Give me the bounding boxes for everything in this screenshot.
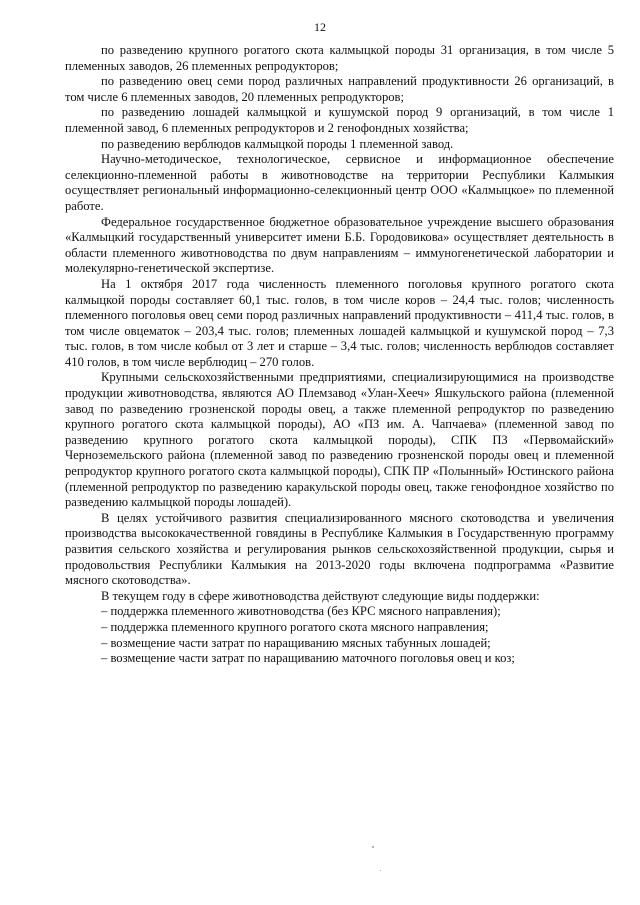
list-item-support-breeding: – поддержка племенного животноводства (без КРС мясного направления); bbox=[101, 604, 501, 619]
document-body bbox=[65, 43, 614, 667]
paragraph-support-intro: В текущем году в сфере животноводства действуют следующие виды поддержки: bbox=[101, 588, 540, 603]
list-item-support-beef-cattle: – поддержка племенного крупного рогатого скота мясного направления; bbox=[101, 619, 489, 634]
paragraph-horse-breeding: по разведению лошадей калмыцкой и кушумской пород 9 организаций, в том числе 1 племенной завод, 6 племенных репродукторов и 2 генофондных хозяйства; bbox=[65, 105, 614, 135]
paragraph-university: Федеральное государственное бюджетное образовательное учреждение высшего образования «Калмыцкий государственный университет имени Б.Б. Городовикова» осуществляет деятельность в области племенного животноводства по двум направлениям – иммуногенетической лаборатории и молекулярно-генетической экспертизе. bbox=[65, 214, 614, 276]
paragraph-sheep-breeding: по разведению овец семи пород различных направлений продуктивности 26 организаций, в том числе 6 племенных заводов, 20 племенных репродукторов; bbox=[65, 74, 614, 104]
list-item-support-sheep-goats: – возмещение части затрат по наращиванию маточного поголовья овец и коз; bbox=[101, 651, 515, 666]
paragraph-large-enterprises: Крупными сельскохозяйственными предприятиями, специализирующимися на производстве продукции животноводства, являются АО Племзавод «Улан-Хееч» Яшкульского района (племенной завод по разведению грозненской породы овец, а также племенной репродуктор по разведению крупного рогатого скота калмыцкой породы), АО «ПЗ им. А. Чапчаева» (племенной завод по разведению крупного рогатого скота калмыцкой породы), СПК ПЗ «Первомайский» Черноземельского района (племенной завод по разведению грозненской породы овец и племенной репродуктор крупного рогатого скота калмыцкой породы), СПК ПР «Полынный» Юстинского района (племенной репродуктор по разведению каракульской породы овец, также генофондное хозяйство по разведению калмыцкой породы лошадей). bbox=[65, 370, 614, 510]
list-item-support-horses: – возмещение части затрат по наращиванию мясных табунных лошадей; bbox=[101, 635, 491, 650]
scan-speck bbox=[380, 870, 381, 871]
paragraph-beef-program: В целях устойчивого развития специализированного мясного скотоводства и увеличения производства высококачественной говядины в Республике Калмыкия в Государственную программу развития сельского хозяйства и регулирования рынков сельскохозяйственной продукции, сырья и продовольствия Республики Калмыкия на 2013-2020 годы включена подпрограмма «Развитие мясного скотоводства». bbox=[65, 510, 614, 588]
paragraph-camel-breeding: по разведению верблюдов калмыцкой породы 1 племенной завод. bbox=[101, 136, 454, 151]
paragraph-selection-center: Научно-методическое, технологическое, сервисное и информационное обеспечение селекционно-племенной работы в животноводстве на территории Республики Калмыкия осуществляет региональный информационно-селекционный центр ООО «Калмыцкое» по племенной работе. bbox=[65, 152, 614, 213]
paragraph-cattle-breeding: по разведению крупного рогатого скота калмыцкой породы 31 организация, в том числе 5 племенных заводов, 26 племенных репродукторов; bbox=[65, 43, 614, 73]
scan-speck bbox=[372, 846, 374, 848]
paragraph-livestock-numbers: На 1 октября 2017 года численность племенного поголовья крупного рогатого скота калмыцкой породы составляет 60,1 тыс. голов, в том числе коров – 24,4 тыс. голов; численность племенного поголовья овец семи пород различных направлений продуктивности – 411,4 тыс. голов, в том числе овцематок – 203,4 тыс. голов; племенных лошадей калмыцкой и кушумской пород – 7,3 тыс. голов, в том числе кобыл от 3 лет и старше – 3,4 тыс. голов; численность верблюдов составляет 410 голов, в том числе верблюдиц – 270 голов. bbox=[65, 276, 614, 369]
page-number: 12 bbox=[314, 20, 326, 34]
